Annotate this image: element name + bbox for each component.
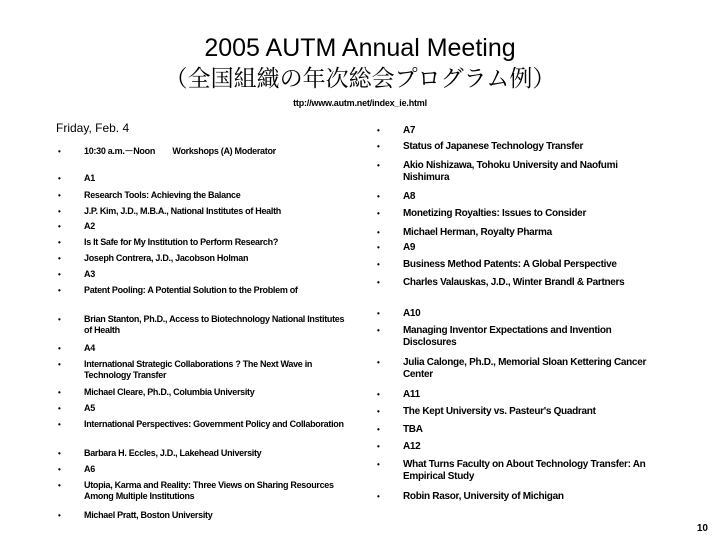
left-list-item [58, 359, 352, 381]
right-list-item-text: Monetizing Royalties: Issues to Consider [403, 208, 587, 219]
right-list-item [377, 406, 663, 418]
slide-subtitle: （全国組織の年次総会プログラム例） [164, 66, 556, 92]
right-list-item-text: Julia Calonge, Ph.D., Memorial Sloan Kettering Cancer Center [403, 357, 647, 380]
right-list-item [377, 308, 663, 320]
left-list-item-text: Barbara H. Eccles, J.D., Lakehead University [84, 448, 262, 458]
right-list-item [377, 325, 663, 349]
right-list-item-text: Business Method Patents: A Global Perspective [403, 259, 617, 270]
right-list-item [377, 242, 663, 254]
right-list-item-text: Michael Herman, Royalty Pharma [403, 227, 552, 238]
left-list-item [58, 206, 352, 217]
right-list-item [377, 160, 663, 184]
bullet-icon: • [58, 449, 61, 458]
bullet-icon: • [58, 238, 61, 247]
bullet-icon: • [377, 442, 380, 451]
right-list-item-text: Status of Japanese Technology Transfer [403, 141, 584, 152]
left-list-item-text: A6 [84, 464, 95, 474]
bullet-icon: • [377, 425, 380, 434]
left-list-item [58, 510, 352, 521]
bullet-icon: • [58, 207, 61, 216]
bullet-icon: • [377, 460, 380, 469]
right-list-item-text: A8 [403, 191, 416, 202]
bullet-icon: • [377, 228, 380, 237]
bullet-icon: • [377, 126, 380, 135]
right-list-item-text: A7 [403, 125, 416, 136]
bullet-icon: • [58, 388, 61, 397]
bullet-icon: • [58, 254, 61, 263]
right-list-item-text: The Kept University vs. Pasteur's Quadrant [403, 406, 596, 417]
left-list-item-text: International Strategic Collaborations ? The Next Wave in Technology Transfer [84, 359, 313, 380]
right-list-item [377, 357, 663, 381]
left-list-item-text: Michael Cleare, Ph.D., Columbia University [84, 387, 255, 397]
left-list-item [58, 419, 352, 430]
right-list-item-text: A10 [403, 308, 421, 319]
left-list-item [58, 173, 352, 184]
left-list-item-text: A5 [84, 403, 95, 413]
right-list-item [377, 424, 663, 436]
right-list-item [377, 459, 663, 483]
bullet-icon: • [377, 243, 380, 252]
bullet-icon: • [377, 309, 380, 318]
bullet-icon: • [58, 286, 61, 295]
right-list-item [377, 208, 663, 220]
left-list-item-text: J.P. Kim, J.D., M.B.A., National Institutes of Health [84, 206, 281, 216]
left-list-item [58, 343, 352, 354]
bullet-icon: • [58, 270, 61, 279]
left-list-item [58, 221, 352, 232]
right-list-item-text: Managing Inventor Expectations and Invention Disclosures [403, 325, 612, 348]
right-list-item-text: A9 [403, 242, 416, 253]
bullet-icon: • [377, 142, 380, 151]
day-heading: Friday, Feb. 4 [56, 121, 130, 135]
left-list-item-text: Joseph Contrera, J.D., Jacobson Holman [84, 253, 249, 263]
left-list-item [58, 314, 352, 336]
bullet-icon: • [58, 344, 61, 353]
bullet-icon: • [58, 465, 61, 474]
bullet-icon: • [377, 209, 380, 218]
bullet-icon: • [58, 481, 61, 490]
slide-title: 2005 AUTM Annual Meeting [204, 34, 516, 62]
bullet-icon: • [377, 326, 380, 335]
right-list-item-text: Charles Valauskas, J.D., Winter Brandl & Partners [403, 277, 625, 288]
right-list-item [377, 227, 663, 239]
page-number: 10 [696, 523, 708, 534]
right-list-item-text: TBA [403, 424, 423, 435]
left-list-item-text: A3 [84, 269, 95, 279]
bullet-icon: • [58, 420, 61, 429]
right-list-item [377, 141, 663, 153]
bullet-icon: • [377, 192, 380, 201]
right-list-item [377, 389, 663, 401]
left-list-item [58, 237, 352, 248]
bullet-icon: • [58, 191, 61, 200]
left-list-item [58, 464, 352, 475]
bullet-icon: • [58, 315, 61, 324]
left-list-item [58, 253, 352, 264]
right-list-item-text: What Turns Faculty on About Technology Transfer: An Empirical Study [403, 459, 646, 482]
bullet-icon: • [377, 390, 380, 399]
bullet-icon: • [377, 492, 380, 501]
right-list-item [377, 125, 663, 137]
left-list-item [58, 403, 352, 414]
bullet-icon: • [377, 278, 380, 287]
left-list-item [58, 190, 352, 201]
left-list-item-text: Michael Pratt, Boston University [84, 510, 213, 520]
left-list-item-text: Is It Safe for My Institution to Perform Research? [84, 237, 279, 247]
left-list-item-text: Research Tools: Achieving the Balance [84, 190, 241, 200]
left-list-item-text: Utopia, Karma and Reality: Three Views on Sharing Resources Among Multiple Institutions [84, 480, 334, 501]
left-list-item-text: International Perspectives: Government Policy and Collaboration [84, 419, 344, 429]
bullet-icon: • [58, 360, 61, 369]
right-list-item [377, 277, 663, 289]
bullet-icon: • [377, 161, 380, 170]
left-list-item-text: Brian Stanton, Ph.D., Access to Biotechnology National Institutes of Health [84, 314, 345, 335]
right-list-item-text: A11 [403, 389, 420, 400]
left-list-item [58, 285, 352, 296]
source-url: ttp://www.autm.net/index_ie.html [293, 98, 427, 108]
right-list-item [377, 259, 663, 271]
right-list-item [377, 441, 663, 453]
bullet-icon: • [58, 147, 61, 156]
right-list-item-text: Akio Nishizawa, Tohoku University and Naofumi Nishimura [403, 160, 618, 183]
bullet-icon: • [377, 407, 380, 416]
left-list-item-text: A4 [84, 343, 95, 353]
left-list-item [58, 387, 352, 398]
left-list-item-text: 10:30 a.m.－Noon Workshops (A) Moderator [84, 146, 276, 156]
right-list-item [377, 191, 663, 203]
bullet-icon: • [377, 358, 380, 367]
right-list-item-text: A12 [403, 441, 421, 452]
right-list-item-text: Robin Rasor, University of Michigan [403, 491, 564, 502]
bullet-icon: • [58, 174, 61, 183]
bullet-icon: • [58, 511, 61, 520]
left-list-item [58, 480, 352, 502]
bullet-icon: • [58, 222, 61, 231]
left-list-item-text: Patent Pooling: A Potential Solution to the Problem of [84, 285, 298, 295]
left-list-item [58, 269, 352, 280]
bullet-icon: • [377, 260, 380, 269]
left-list-item [58, 146, 352, 157]
left-list-item [58, 448, 352, 459]
left-list-item-text: A2 [84, 221, 95, 231]
left-list-item-text: A1 [84, 173, 95, 183]
right-list-item [377, 491, 663, 503]
bullet-icon: • [58, 404, 61, 413]
